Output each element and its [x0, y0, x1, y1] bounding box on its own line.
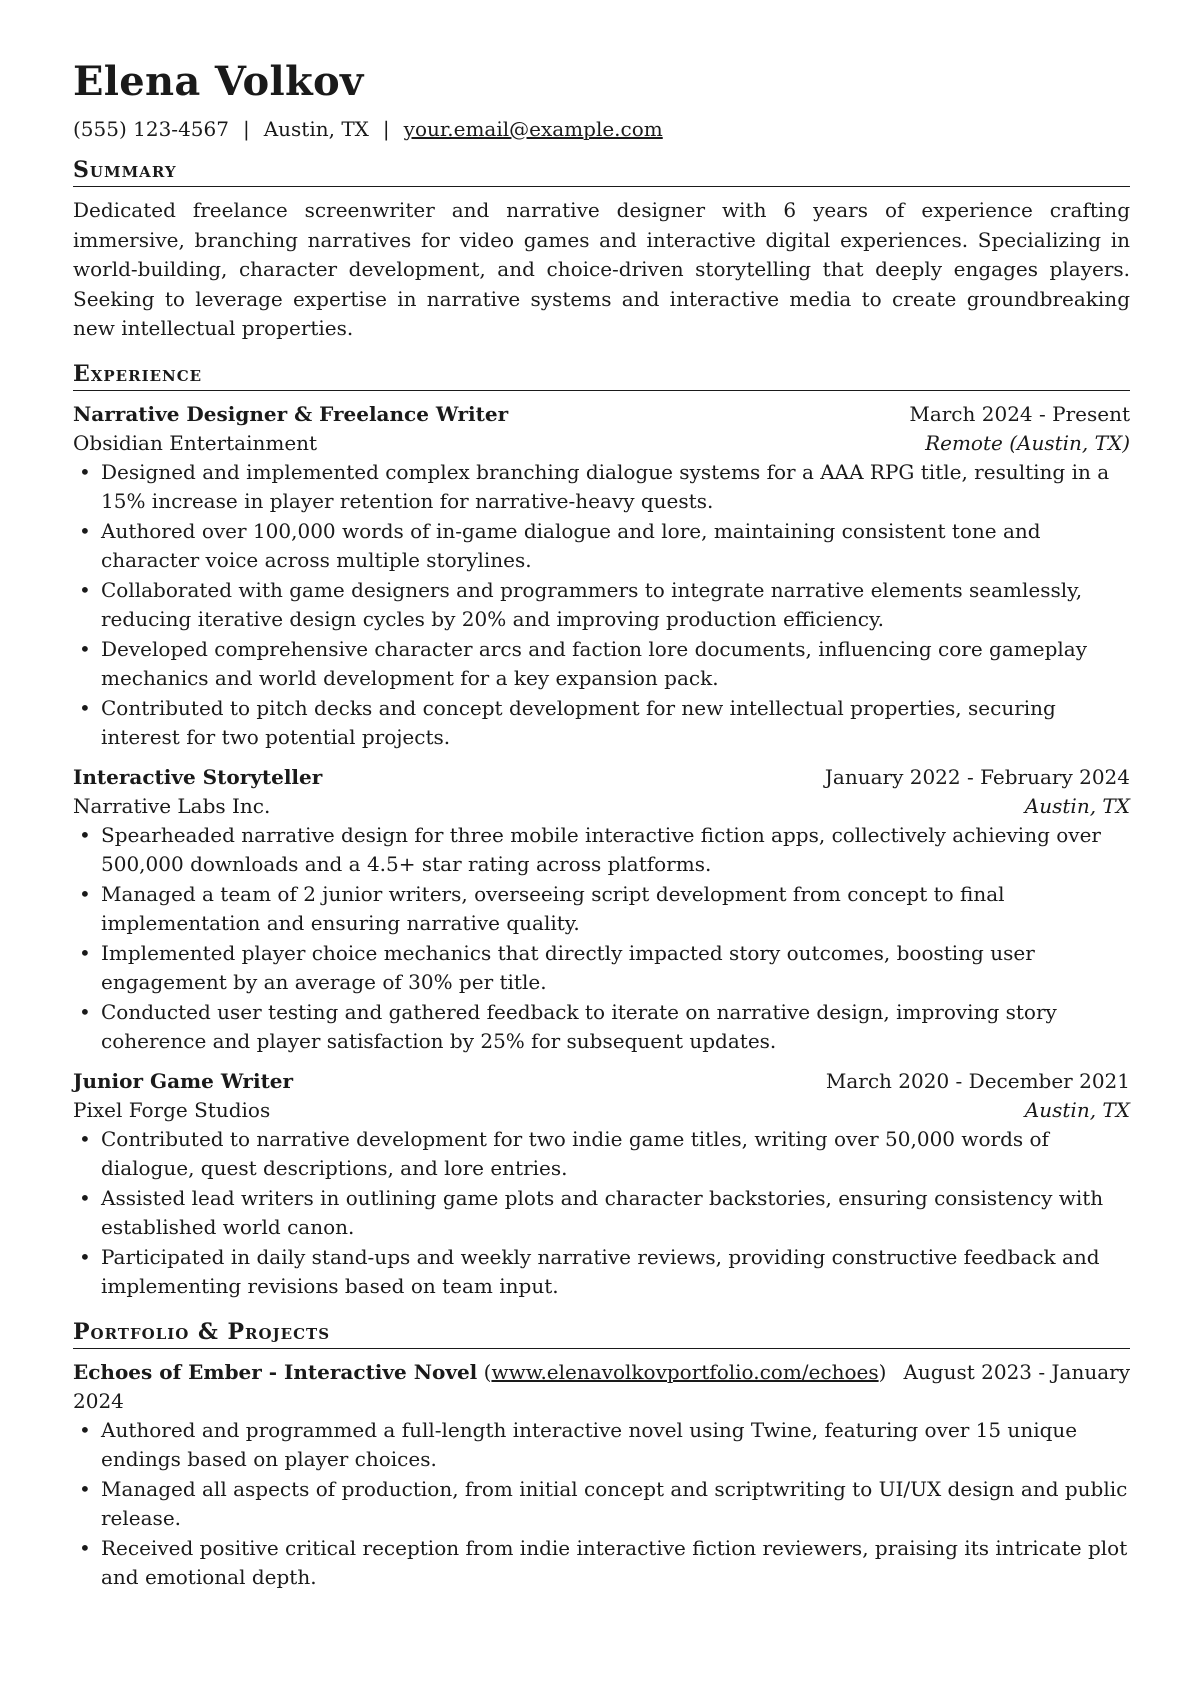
job-bullets	[73, 821, 1130, 1057]
location: Austin, TX	[263, 117, 369, 141]
bullet-item: • Assisted lead writers in outlining game plots and character backstories, ensuring consistency with established world canon.	[73, 1184, 1130, 1243]
bullet-item: • Contributed to pitch decks and concept development for new intellectual properties, securing interest for two potential projects.	[73, 694, 1130, 753]
job-role: Narrative Designer & Freelance Writer	[73, 401, 509, 426]
contact-separator: |	[242, 117, 250, 141]
job-company: Narrative Labs Inc.	[73, 793, 271, 818]
section-title-projects: Portfolio & Projects	[73, 1318, 1130, 1349]
contact-line	[73, 116, 1130, 142]
job-entry	[73, 400, 1130, 753]
project-entry: Echoes of Ember - Interactive Novel (www.elenavolkovportfolio.com/echoes) August 2023 - January 2024 • Authored and programmed a full-length interactive novel using Twine, featuring over 15 unique endings based on player choices. • Managed all aspects of production, from initial concept and scriptwriting to UI/UX design and public release. • Received positive critical reception from indie interactive fiction reviewers, praising its intricate plot and emotional depth.	[73, 1358, 1130, 1593]
summary-text: Dedicated freelance screenwriter and narrative designer with 6 years of experience crafting immersive, branching narratives for video games and interactive digital experiences. Specializing in world-building, character development, and choice-driven storytelling that deeply engages players. Seeking to leverage expertise in narrative systems and interactive media to create groundbreaking new intellectual properties.	[73, 198, 1130, 340]
job-company: Obsidian Entertainment	[73, 430, 318, 455]
job-company: Pixel Forge Studios	[73, 1097, 271, 1122]
bullet-item: • Developed comprehensive character arcs and faction lore documents, influencing core gameplay mechanics and world development for a key expansion pack.	[73, 635, 1130, 694]
job-bullets	[73, 458, 1130, 753]
experience-section	[73, 360, 1130, 1302]
bullet-item: • Conducted user testing and gathered feedback to iterate on narrative design, improving story coherence and player satisfaction by 25% for subsequent updates.	[73, 998, 1130, 1057]
candidate-name: Elena Volkov	[73, 58, 364, 105]
job-entry	[73, 1067, 1130, 1302]
email-link[interactable]: your.email@example.com	[403, 117, 663, 141]
bullet-item: • Managed all aspects of production, from initial concept and scriptwriting to UI/UX design and public release.	[73, 1475, 1130, 1534]
project-dates: August 2023 - January	[903, 1359, 1130, 1384]
job-dates: March 2020 - December 2021	[825, 1068, 1130, 1093]
section-title-experience: Experience	[73, 360, 1130, 391]
job-entry	[73, 763, 1130, 1057]
bullet-item: • Collaborated with game designers and programmers to integrate narrative elements seamlessly, reducing iterative design cycles by 20% and improving production efficiency.	[73, 576, 1130, 635]
project-name: Echoes of Ember - Interactive Novel	[73, 1359, 478, 1384]
bullet-item: • Authored over 100,000 words of in-game dialogue and lore, maintaining consistent tone and character voice across multiple storylines.	[73, 517, 1130, 576]
job-location: Austin, TX	[1024, 1097, 1130, 1122]
project-link[interactable]: www.elenavolkovportfolio.com/echoes	[491, 1359, 879, 1384]
project-bullets	[73, 1416, 1130, 1593]
job-dates: January 2022 - February 2024	[824, 764, 1130, 789]
bullet-item: • Managed a team of 2 junior writers, overseeing script development from concept to final implementation and ensuring narrative quality.	[73, 880, 1130, 939]
bullet-item: • Spearheaded narrative design for three mobile interactive fiction apps, collectively achieving over 500,000 downloads and a 4.5+ star rating across platforms.	[73, 821, 1130, 880]
phone-number: (555) 123-4567	[73, 117, 229, 141]
job-role: Interactive Storyteller	[73, 764, 323, 789]
job-bullets	[73, 1125, 1130, 1302]
job-dates: March 2024 - Present	[909, 401, 1130, 426]
bullet-item: • Received positive critical reception from indie interactive fiction reviewers, praising its intricate plot and emotional depth.	[73, 1534, 1130, 1593]
section-title-summary: Summary	[73, 156, 1130, 187]
bullet-item: • Contributed to narrative development for two indie game titles, writing over 50,000 words of dialogue, quest descriptions, and lore entries.	[73, 1125, 1130, 1184]
job-role: Junior Game Writer	[73, 1068, 294, 1093]
bullet-item: • Authored and programmed a full-length interactive novel using Twine, featuring over 15 unique endings based on player choices.	[73, 1416, 1130, 1475]
job-location: Remote (Austin, TX)	[925, 430, 1130, 455]
contact-separator: |	[382, 117, 390, 141]
projects-section	[73, 1318, 1130, 1593]
job-location: Austin, TX	[1024, 793, 1130, 818]
project-dates-continued: 2024	[73, 1388, 124, 1413]
bullet-item: • Implemented player choice mechanics that directly impacted story outcomes, boosting user engagement by an average of 30% per title.	[73, 939, 1130, 998]
resume-page	[73, 56, 1130, 1593]
bullet-item: • Designed and implemented complex branching dialogue systems for a AAA RPG title, resulting in a 15% increase in player retention for narrative-heavy quests.	[73, 458, 1130, 517]
bullet-item: • Participated in daily stand-ups and weekly narrative reviews, providing constructive feedback and implementing revisions based on team input.	[73, 1243, 1130, 1302]
